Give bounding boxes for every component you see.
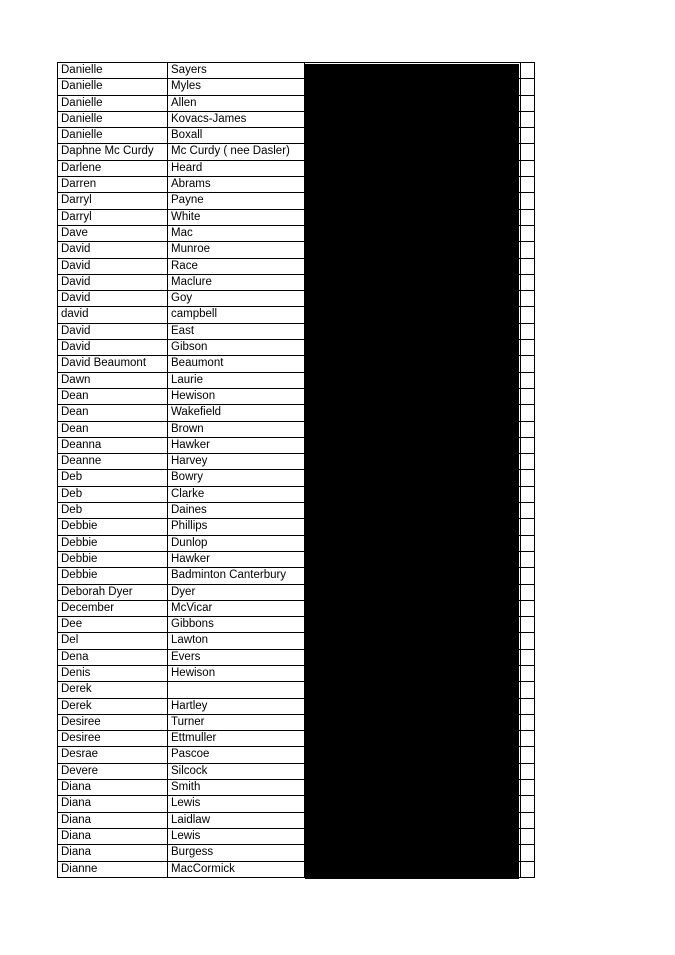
empty-cell [521, 601, 535, 617]
empty-cell [521, 813, 535, 829]
empty-cell [521, 422, 535, 438]
first-name-cell: Deborah Dyer [58, 585, 168, 601]
empty-cell [521, 666, 535, 682]
last-name-cell: Clarke [168, 487, 305, 503]
first-name-cell: Deanna [58, 438, 168, 454]
empty-cell [521, 63, 535, 79]
first-name-cell: Del [58, 633, 168, 649]
last-name-cell: Gibbons [168, 617, 305, 633]
empty-cell [521, 112, 535, 128]
last-name-cell: White [168, 210, 305, 226]
first-name-cell: Diana [58, 813, 168, 829]
empty-cell [521, 633, 535, 649]
first-name-cell: Devere [58, 764, 168, 780]
last-name-cell: Sayers [168, 63, 305, 79]
empty-cell [521, 699, 535, 715]
empty-cell [521, 617, 535, 633]
redaction-block [305, 64, 519, 879]
first-name-cell: Dean [58, 422, 168, 438]
last-name-cell: Goy [168, 291, 305, 307]
first-name-cell: Dena [58, 650, 168, 666]
first-name-cell: Darryl [58, 193, 168, 209]
empty-cell [521, 356, 535, 372]
last-name-cell: Kovacs-James [168, 112, 305, 128]
first-name-cell: Deanne [58, 454, 168, 470]
first-name-cell: Darlene [58, 161, 168, 177]
empty-cell [521, 96, 535, 112]
empty-cell [521, 307, 535, 323]
first-name-cell: Debbie [58, 519, 168, 535]
first-name-cell: Deb [58, 487, 168, 503]
empty-cell [521, 650, 535, 666]
empty-cell [521, 519, 535, 535]
last-name-cell: Hartley [168, 699, 305, 715]
last-name-cell: campbell [168, 307, 305, 323]
empty-cell [521, 79, 535, 95]
first-name-cell: Derek [58, 682, 168, 698]
first-name-cell: Diana [58, 796, 168, 812]
last-name-cell: Hewison [168, 666, 305, 682]
empty-cell [521, 128, 535, 144]
first-name-cell: Deb [58, 503, 168, 519]
empty-cell [521, 552, 535, 568]
empty-cell [521, 731, 535, 747]
empty-cell [521, 291, 535, 307]
last-name-cell: Boxall [168, 128, 305, 144]
first-name-cell: Debbie [58, 568, 168, 584]
empty-cell [521, 324, 535, 340]
empty-cell [521, 829, 535, 845]
first-name-cell: David Beaumont [58, 356, 168, 372]
empty-cell [521, 242, 535, 258]
last-name-cell: Lawton [168, 633, 305, 649]
last-name-cell: Bowry [168, 470, 305, 486]
last-name-cell: Pascoe [168, 747, 305, 763]
last-name-cell: Laurie [168, 373, 305, 389]
first-name-cell: Dianne [58, 862, 168, 878]
last-name-cell: Maclure [168, 275, 305, 291]
empty-cell [521, 193, 535, 209]
last-name-cell: Race [168, 259, 305, 275]
last-name-cell [168, 682, 305, 698]
last-name-cell: Hawker [168, 552, 305, 568]
last-name-cell: McVicar [168, 601, 305, 617]
first-name-cell: Danielle [58, 128, 168, 144]
last-name-cell: Wakefield [168, 405, 305, 421]
last-name-cell: Myles [168, 79, 305, 95]
last-name-cell: Smith [168, 780, 305, 796]
empty-cell [521, 780, 535, 796]
last-name-cell: Hawker [168, 438, 305, 454]
empty-cell [521, 259, 535, 275]
empty-cell [521, 210, 535, 226]
last-name-cell: East [168, 324, 305, 340]
last-name-cell: Beaumont [168, 356, 305, 372]
first-name-cell: David [58, 291, 168, 307]
last-name-cell: Brown [168, 422, 305, 438]
first-name-cell: David [58, 324, 168, 340]
empty-cell [521, 862, 535, 878]
empty-cell [521, 275, 535, 291]
first-name-cell: david [58, 307, 168, 323]
last-name-cell: Munroe [168, 242, 305, 258]
last-name-cell: Heard [168, 161, 305, 177]
empty-cell [521, 226, 535, 242]
last-name-cell: Gibson [168, 340, 305, 356]
last-name-cell: Turner [168, 715, 305, 731]
empty-cell [521, 340, 535, 356]
last-name-cell: Dyer [168, 585, 305, 601]
empty-cell [521, 161, 535, 177]
empty-cell [521, 487, 535, 503]
first-name-cell: Diana [58, 780, 168, 796]
first-name-cell: Desiree [58, 731, 168, 747]
last-name-cell: Burgess [168, 845, 305, 861]
first-name-cell: David [58, 259, 168, 275]
first-name-cell: Dawn [58, 373, 168, 389]
empty-cell [521, 796, 535, 812]
empty-cell [521, 405, 535, 421]
empty-cell [521, 144, 535, 160]
first-name-cell: Diana [58, 829, 168, 845]
first-name-cell: Desrae [58, 747, 168, 763]
last-name-cell: Mac [168, 226, 305, 242]
first-name-cell: Dee [58, 617, 168, 633]
first-name-cell: David [58, 242, 168, 258]
first-name-cell: Debbie [58, 552, 168, 568]
last-name-cell: Ettmuller [168, 731, 305, 747]
first-name-cell: Darren [58, 177, 168, 193]
last-name-cell: Silcock [168, 764, 305, 780]
last-name-cell: Harvey [168, 454, 305, 470]
first-name-cell: Danielle [58, 96, 168, 112]
first-name-cell: Desiree [58, 715, 168, 731]
empty-cell [521, 568, 535, 584]
last-name-cell: Lewis [168, 829, 305, 845]
empty-cell [521, 682, 535, 698]
empty-cell [521, 438, 535, 454]
first-name-cell: Denis [58, 666, 168, 682]
last-name-cell: Phillips [168, 519, 305, 535]
first-name-cell: Dean [58, 389, 168, 405]
empty-cell [521, 503, 535, 519]
first-name-cell: Dean [58, 405, 168, 421]
first-name-cell: David [58, 340, 168, 356]
last-name-cell: Evers [168, 650, 305, 666]
last-name-cell: MacCormick [168, 862, 305, 878]
last-name-cell: Daines [168, 503, 305, 519]
empty-cell [521, 536, 535, 552]
first-name-cell: Danielle [58, 112, 168, 128]
first-name-cell: Danielle [58, 79, 168, 95]
empty-cell [521, 389, 535, 405]
empty-cell [521, 747, 535, 763]
empty-cell [521, 373, 535, 389]
last-name-cell: Lewis [168, 796, 305, 812]
empty-cell [521, 177, 535, 193]
empty-cell [521, 764, 535, 780]
last-name-cell: Laidlaw [168, 813, 305, 829]
first-name-cell: David [58, 275, 168, 291]
empty-cell [521, 845, 535, 861]
first-name-cell: Derek [58, 699, 168, 715]
last-name-cell: Allen [168, 96, 305, 112]
first-name-cell: Diana [58, 845, 168, 861]
first-name-cell: Dave [58, 226, 168, 242]
first-name-cell: Daphne Mc Curdy [58, 144, 168, 160]
last-name-cell: Dunlop [168, 536, 305, 552]
last-name-cell: Payne [168, 193, 305, 209]
empty-cell [521, 454, 535, 470]
empty-cell [521, 470, 535, 486]
empty-cell [521, 585, 535, 601]
last-name-cell: Abrams [168, 177, 305, 193]
last-name-cell: Hewison [168, 389, 305, 405]
first-name-cell: Darryl [58, 210, 168, 226]
empty-cell [521, 715, 535, 731]
first-name-cell: December [58, 601, 168, 617]
first-name-cell: Debbie [58, 536, 168, 552]
last-name-cell: Badminton Canterbury [168, 568, 305, 584]
last-name-cell: Mc Curdy ( nee Dasler) [168, 144, 305, 160]
first-name-cell: Danielle [58, 63, 168, 79]
first-name-cell: Deb [58, 470, 168, 486]
